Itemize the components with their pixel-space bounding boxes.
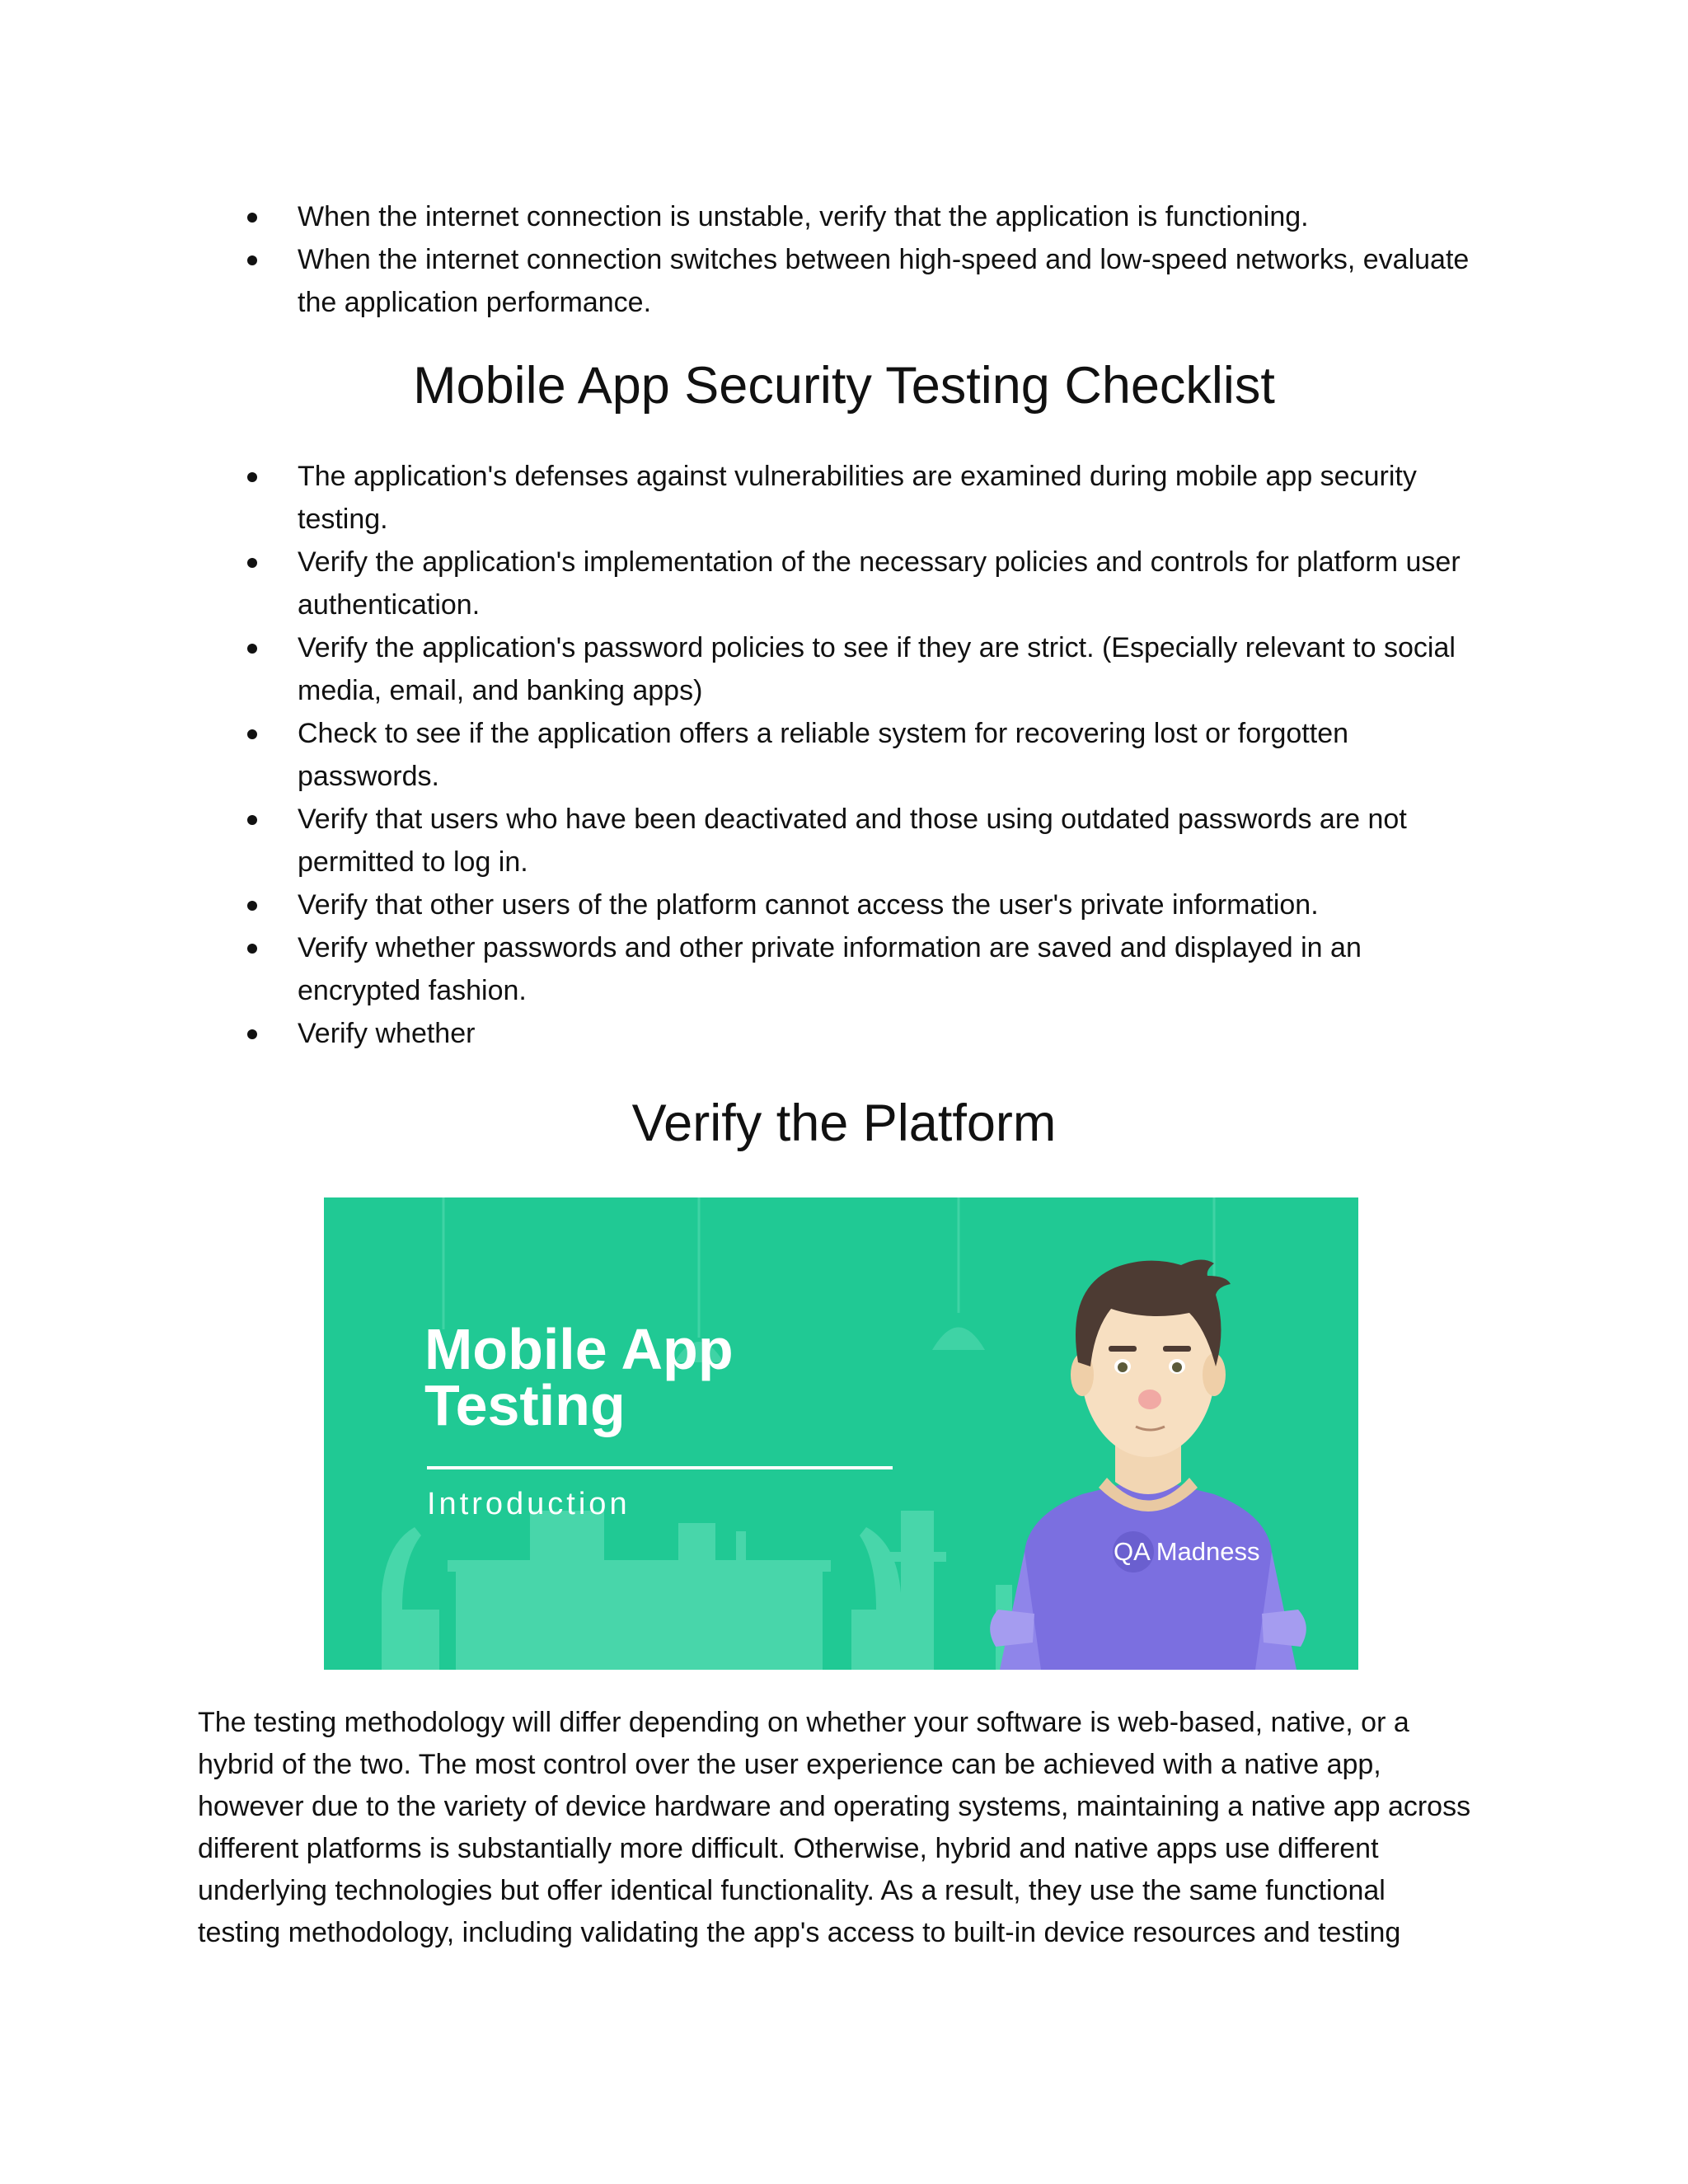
list-item — [246, 712, 1498, 798]
network-bullet-list — [246, 195, 1498, 324]
list-item-text: permitted to log in. — [298, 846, 528, 878]
security-bullet-list — [246, 455, 1498, 1055]
list-item-text: When the internet connection switches between high-speed and low-speed networks, evaluate — [298, 244, 1470, 275]
security-heading: Mobile App Security Testing Checklist — [413, 357, 1275, 415]
list-item-text: The application's defenses against vulnerabilities are examined during mobile app security — [298, 461, 1417, 492]
bullet-icon — [247, 644, 257, 654]
bullet-icon — [247, 944, 257, 954]
list-item-text: Verify whether — [298, 1018, 476, 1049]
list-item-text: encrypted fashion. — [298, 975, 527, 1006]
list-item-text: Check to see if the application offers a reliable system for recovering lost or forgotten — [298, 718, 1349, 749]
paragraph-line: The testing methodology will differ depending on whether your software is web-based, native, or a — [198, 1707, 1409, 1738]
paragraph-line: hybrid of the two. The most control over the user experience can be achieved with a native app, — [198, 1749, 1381, 1780]
list-item-text: Verify the application's implementation of the necessary policies and controls for platform user — [298, 546, 1461, 578]
list-item-text: Verify that users who have been deactivated and those using outdated passwords are not — [298, 804, 1407, 835]
list-item — [246, 798, 1498, 883]
bullet-icon — [247, 558, 257, 568]
list-item-text: authentication. — [298, 589, 481, 621]
bullet-icon — [247, 213, 257, 223]
list-item-text: Verify the application's password policies to see if they are strict. (Especially relevant to social — [298, 632, 1456, 663]
list-item — [246, 883, 1498, 926]
bullet-icon — [247, 472, 257, 482]
list-item-text: When the internet connection is unstable, verify that the application is functioning. — [298, 201, 1309, 232]
banner-title-line2: Testing — [424, 1373, 626, 1437]
paragraph-line: however due to the variety of device hardware and operating systems, maintaining a native app across — [198, 1791, 1471, 1822]
paragraph-line: different platforms is substantially more difficult. Otherwise, hybrid and native apps use different — [198, 1833, 1379, 1864]
list-item-text: media, email, and banking apps) — [298, 675, 703, 706]
banner-title-line1: Mobile App — [424, 1317, 734, 1381]
mobile-app-testing-banner — [324, 1197, 1358, 1670]
bullet-icon — [247, 815, 257, 825]
list-item — [246, 541, 1498, 626]
shirt-logo-text: QA Madness — [1114, 1537, 1260, 1566]
list-item — [246, 1012, 1498, 1055]
banner-subtitle: Introduction — [427, 1487, 631, 1521]
list-item — [246, 238, 1498, 324]
list-item-text: Verify that other users of the platform cannot access the user's private information. — [298, 889, 1319, 921]
platform-heading: Verify the Platform — [631, 1094, 1057, 1152]
list-item — [246, 926, 1498, 1012]
bullet-icon — [247, 255, 257, 265]
bullet-icon — [247, 1029, 257, 1039]
platform-paragraph — [198, 1702, 1500, 1954]
list-item — [246, 195, 1498, 238]
paragraph-line: testing methodology, including validating the app's access to built-in device resources and testing — [198, 1917, 1401, 1948]
banner-divider — [427, 1466, 893, 1469]
list-item-text: Verify whether passwords and other private information are saved and displayed in an — [298, 932, 1362, 963]
list-item-text: testing. — [298, 504, 388, 535]
list-item-text: the application performance. — [298, 287, 652, 318]
bullet-icon — [247, 729, 257, 739]
list-item-text: passwords. — [298, 761, 439, 792]
paragraph-line: underlying technologies but offer identical functionality. As a result, they use the same functional — [198, 1875, 1386, 1906]
bullet-icon — [247, 901, 257, 911]
list-item — [246, 455, 1498, 541]
list-item — [246, 626, 1498, 712]
